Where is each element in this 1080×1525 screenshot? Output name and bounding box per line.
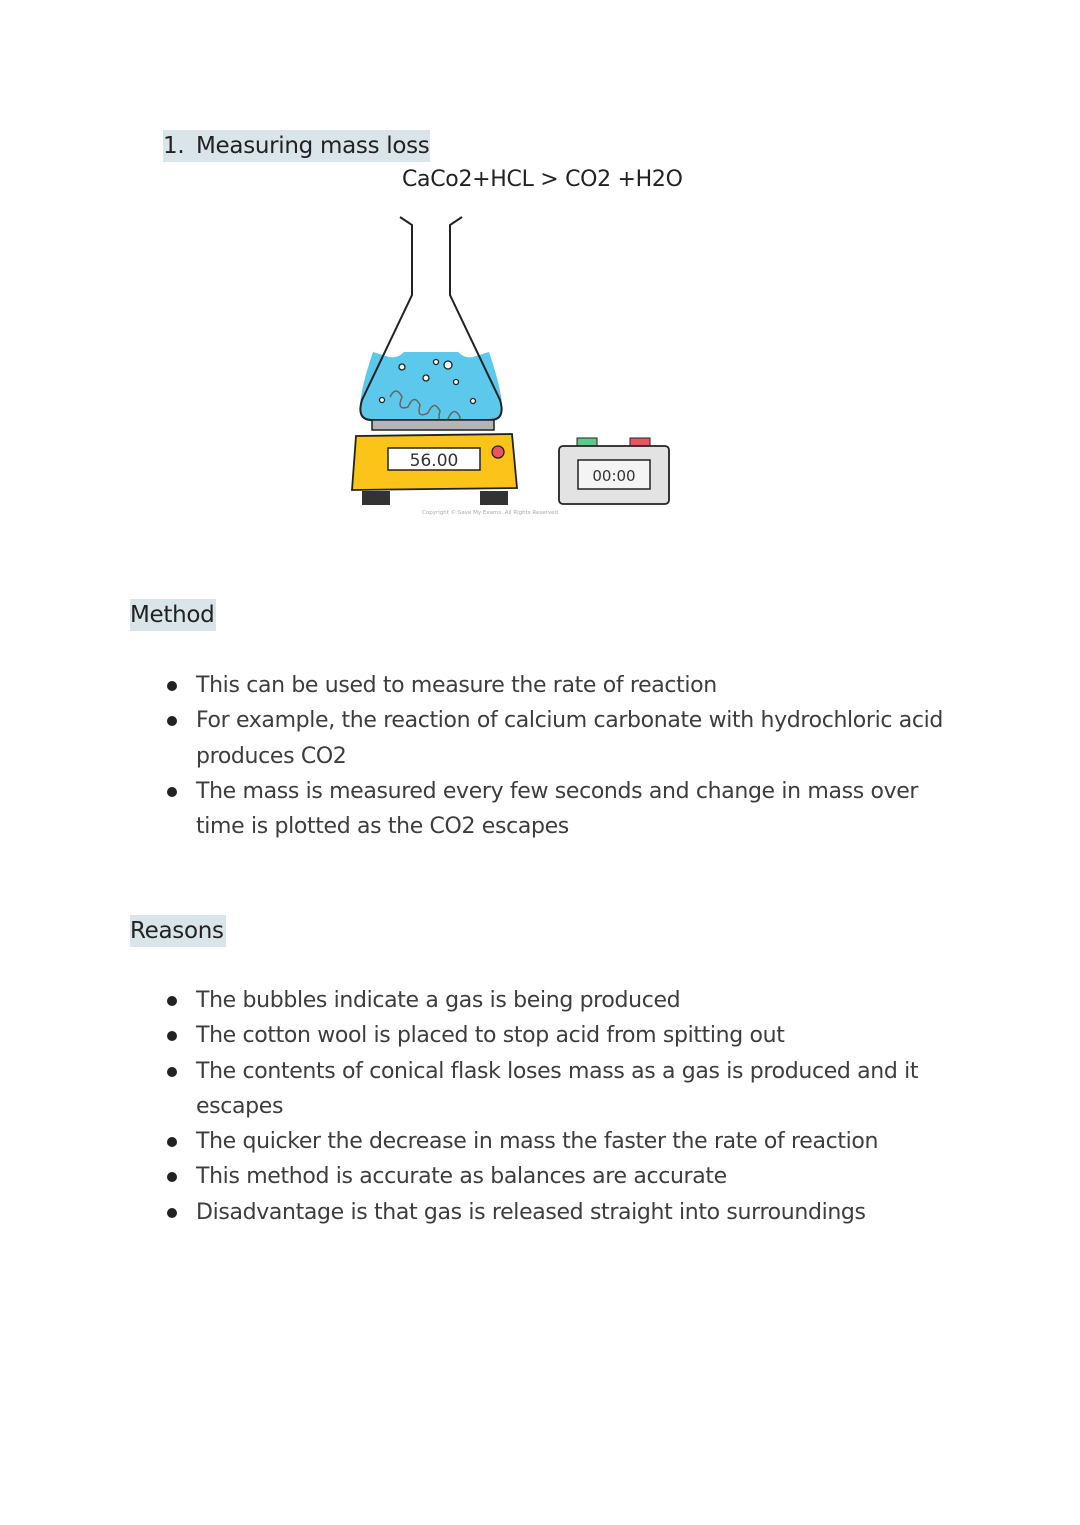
mass-loss-apparatus-illustration bbox=[0, 0, 1080, 530]
list-item: This can be used to measure the rate of reaction bbox=[163, 668, 963, 703]
reasons-heading: Reasons bbox=[130, 915, 226, 947]
balance-reading: 56.00 bbox=[409, 451, 459, 471]
method-list bbox=[163, 668, 963, 844]
balance bbox=[352, 420, 517, 505]
heading-title: Measuring mass loss bbox=[196, 133, 430, 159]
chemical-equation: CaCo2+HCL > CO2 +H2O bbox=[402, 167, 683, 192]
list-item: The mass is measured every few seconds and change in mass over time is plotted as the CO2 escapes bbox=[163, 774, 963, 845]
list-item: The contents of conical flask loses mass as a gas is produced and it escapes bbox=[163, 1054, 963, 1125]
reasons-list bbox=[163, 983, 963, 1230]
list-item: Disadvantage is that gas is released straight into surroundings bbox=[163, 1195, 963, 1230]
method-heading: Method bbox=[130, 599, 216, 631]
list-item: This method is accurate as balances are accurate bbox=[163, 1159, 963, 1194]
copyright-text: Copyright © Save My Exams. All Rights Reserved bbox=[422, 510, 558, 516]
heading-number: 1. bbox=[163, 133, 185, 159]
stopwatch bbox=[559, 438, 669, 504]
list-item: The bubbles indicate a gas is being produced bbox=[163, 983, 963, 1018]
list-item: The quicker the decrease in mass the faster the rate of reaction bbox=[163, 1124, 963, 1159]
conical-flask bbox=[360, 217, 502, 424]
timer-reading: 00:00 bbox=[592, 467, 636, 485]
list-item: The cotton wool is placed to stop acid from spitting out bbox=[163, 1018, 963, 1053]
list-item: For example, the reaction of calcium carbonate with hydrochloric acid produces CO2 bbox=[163, 703, 963, 774]
